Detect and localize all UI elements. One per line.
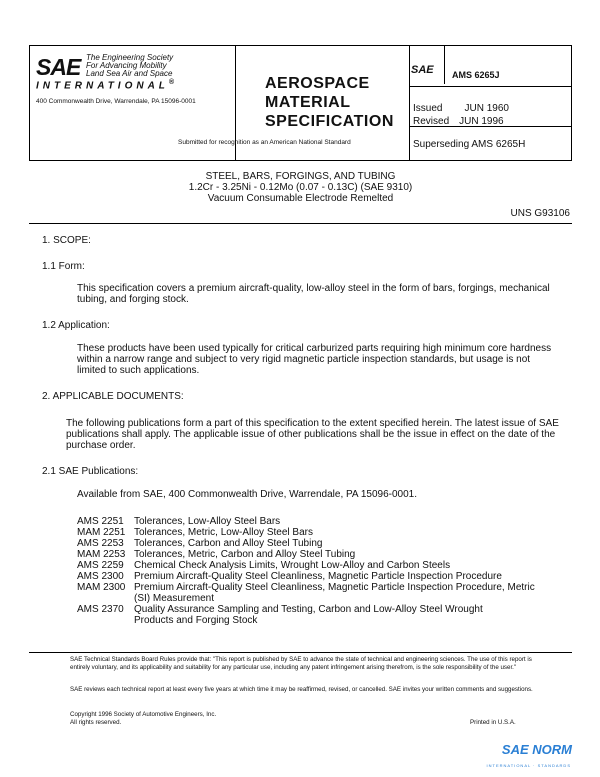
reference-item: MAM 2300 Premium Aircraft-Quality Steel Cleanliness, Magnetic Particle Inspection Procedure, Metric (SI) Measurement [77,582,535,604]
footer-rule [29,652,572,653]
section-2-1-heading: 2.1 SAE Publications: [42,466,139,477]
footer-copyright: Copyright 1996 Society of Automotive Engineers, Inc. All rights reserved. [70,711,217,726]
title-rule [29,223,572,224]
section-1-1-text: This specification covers a premium aircraft-quality, low-alloy steel in the form of bars, forgings, mechanical tubing, and forging stock. [77,283,550,305]
superseding: Superseding AMS 6265H [413,139,526,150]
section-1-1-heading: 1.1 Form: [42,261,85,272]
sae-logo: SAE [36,54,81,80]
reference-item: AMS 2253 Tolerances, Carbon and Alloy Steel Tubing [77,538,323,549]
issue-dates: Issued JUN 1960 Revised JUN 1996 [413,103,509,127]
reference-item: MAM 2251 Tolerances, Metric, Low-Alloy Steel Bars [77,527,313,538]
reference-list [77,516,542,626]
reference-item: MAM 2253 Tolerances, Metric, Carbon and Alloy Steel Tubing [77,549,356,560]
header-box [29,45,572,161]
spec-title: STEEL, BARS, FORGINGS, AND TUBING 1.2Cr - 3.25Ni - 0.12Mo (0.07 - 0.13C) (SAE 9310) Vacuum Consumable Electrode Remelted [188,171,413,204]
reference-item: AMS 2370 Quality Assurance Sampling and Testing, Carbon and Low-Alloy Steel Wrought Products and Forging Stock [77,604,483,626]
reference-item: AMS 2251 Tolerances, Low-Alloy Steel Bars [77,516,281,527]
sae-norm-watermark: SAE NORM [501,742,572,757]
section-2-1-text: Available from SAE, 400 Commonwealth Drive, Warrendale, PA 15096-0001. [77,489,417,500]
sae-address: 400 Commonwealth Drive, Warrendale, PA 15096-0001 [36,98,196,105]
footer-review: SAE reviews each technical report at least every five years at which time it may be reaffirmed, revised, or cancelled. SAE invites your written comments and suggestions. [70,686,533,693]
uns-number: UNS G93106 [510,208,570,219]
document-type: AEROSPACE MATERIAL SPECIFICATION [265,75,394,130]
international-label: INTERNATIONAL® [36,79,179,92]
section-1-2-text: These products have been used typically for critical carburized parts requiring high minimum core hardness within a narrow range and subject to very rigid magnetic particle inspection standards, but usage is not limited to such applications. [77,343,552,376]
reference-item: AMS 2259 Chemical Check Analysis Limits, Wrought Low-Alloy and Carbon Steels [77,560,451,571]
reference-item: AMS 2300 Premium Aircraft-Quality Steel Cleanliness, Magnetic Particle Inspection Procedure [77,571,502,582]
footer-rules: SAE Technical Standards Board Rules provide that: "This report is published by SAE to advance the state of technical and engineering sciences. The use of this report is entirely voluntary, and its applicability and suitability for any particular use, including any patent infringement arising therefrom, is the sole responsibility of the user." [70,656,532,671]
footer-printed: Printed in U.S.A. [470,719,516,726]
section-2-heading: 2. APPLICABLE DOCUMENTS: [42,391,184,402]
section-1-heading: 1. SCOPE: [42,235,91,246]
submitted-note: Submitted for recognition as an American National Standard [178,139,351,146]
spec-number: AMS 6265J [452,70,500,80]
society-tagline: The Engineering Society For Advancing Mobility Land Sea Air and Space [86,53,174,78]
section-1-2-heading: 1.2 Application: [42,320,110,331]
section-2-text: The following publications form a part of this specification to the extent specified herein. The latest issue of SAE publications shall apply. The applicable issue of other publications shall be the issue in effect on the date of the purchase order. [66,418,559,451]
watermark-subtext: INTERNATIONAL · STANDARDS [486,763,571,768]
sae-mark: SAE [411,64,434,76]
